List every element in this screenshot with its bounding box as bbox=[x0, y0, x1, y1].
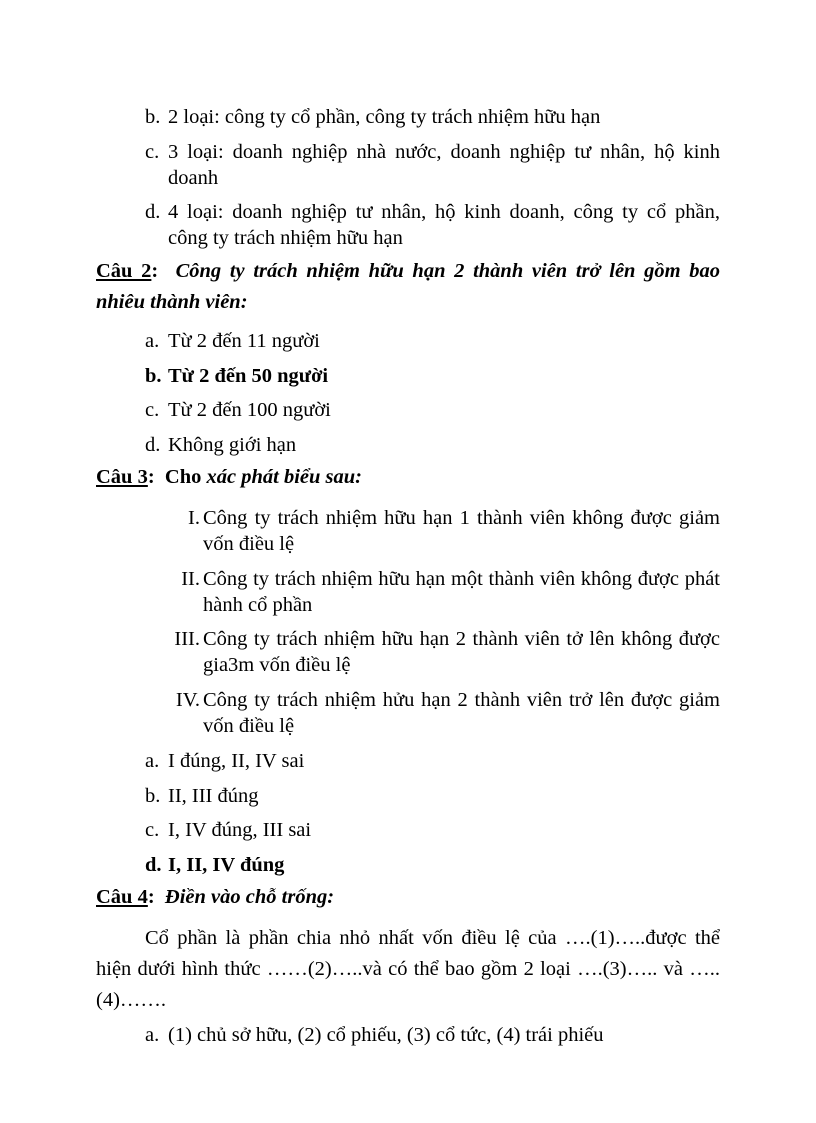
q2-option-d bbox=[145, 432, 720, 458]
option-marker: a. bbox=[145, 330, 160, 352]
question-prompt: Điền vào chỗ trống: bbox=[164, 886, 335, 908]
option-text: Từ 2 đến 100 người bbox=[168, 399, 331, 421]
q4-option-a bbox=[145, 1022, 720, 1048]
statement-text: Công ty trách nhiệm hữu hạn 1 thành viên không được giảm vốn điều lệ bbox=[203, 507, 720, 555]
question-3-heading bbox=[96, 462, 720, 493]
option-marker: d. bbox=[145, 434, 161, 456]
statement-marker: IV. bbox=[175, 689, 200, 711]
question-prompt-plain: Cho bbox=[164, 466, 207, 488]
option-text: I, IV đúng, III sai bbox=[168, 819, 312, 841]
q3-option-b bbox=[145, 783, 720, 809]
option-marker: d. bbox=[145, 854, 162, 876]
option-marker: c. bbox=[145, 399, 160, 421]
option-marker: c. bbox=[145, 819, 160, 841]
question-label: Câu 2 bbox=[96, 260, 152, 282]
q2-option-b-answer bbox=[145, 363, 720, 389]
option-marker: b. bbox=[145, 106, 161, 128]
option-marker: d. bbox=[145, 201, 161, 223]
label-separator: : bbox=[151, 260, 159, 282]
option-text: II, III đúng bbox=[168, 785, 259, 807]
statement-marker: II. bbox=[181, 568, 200, 590]
question-prompt: Công ty trách nhiệm hữu hạn 2 thành viên trở lên gồm bao nhiêu thành viên: bbox=[96, 260, 720, 313]
q2-option-a bbox=[145, 328, 720, 354]
q3-statement-2 bbox=[160, 566, 720, 618]
q1-option-c bbox=[145, 139, 720, 191]
option-text: Từ 2 đến 11 người bbox=[168, 330, 320, 352]
option-text: 4 loại: doanh nghiệp tư nhân, hộ kinh doanh, công ty cổ phần, công ty trách nhiệm hữu hạn bbox=[168, 201, 720, 249]
option-marker: a. bbox=[145, 750, 160, 772]
label-separator: : bbox=[147, 466, 155, 488]
q3-option-c bbox=[145, 817, 720, 843]
option-marker: b. bbox=[145, 785, 161, 807]
option-marker: c. bbox=[145, 141, 160, 163]
option-text: (1) chủ sở hữu, (2) cổ phiếu, (3) cổ tức, (4) trái phiếu bbox=[168, 1024, 604, 1046]
question-2-heading bbox=[96, 256, 720, 318]
statement-marker: I. bbox=[188, 507, 200, 529]
option-text: 2 loại: công ty cổ phần, công ty trách nhiệm hữu hạn bbox=[168, 106, 601, 128]
q1-option-d bbox=[145, 199, 720, 251]
question-prompt: xác phát biểu sau: bbox=[206, 466, 362, 488]
statement-text: Công ty trách nhiệm hửu hạn 2 thành viên trở lên được giảm vốn điều lệ bbox=[203, 689, 720, 737]
question-label: Câu 4 bbox=[96, 886, 148, 908]
q3-option-d-answer bbox=[145, 852, 720, 878]
q3-statement-3 bbox=[160, 626, 720, 678]
option-marker: a. bbox=[145, 1024, 160, 1046]
question-label: Câu 3 bbox=[96, 466, 148, 488]
option-text: Từ 2 đến 50 người bbox=[168, 365, 329, 387]
q3-statement-4 bbox=[160, 687, 720, 739]
statement-marker: III. bbox=[174, 628, 200, 650]
option-marker: b. bbox=[145, 365, 162, 387]
option-text: Không giới hạn bbox=[168, 434, 297, 456]
question-4-heading bbox=[96, 882, 720, 913]
option-text: I đúng, II, IV sai bbox=[168, 750, 305, 772]
option-text: I, II, IV đúng bbox=[168, 854, 285, 876]
statement-text: Công ty trách nhiệm hữu hạn 2 thành viên tở lên không được gia3m vốn điều lệ bbox=[203, 628, 720, 676]
fill-in-paragraph: Cổ phần là phần chia nhỏ nhất vốn điều lệ của ….(1)…..được thể hiện dưới hình thức ……(2)…..và có thể bao gồm 2 loại ….(3)….. và …..(4)……. bbox=[96, 927, 720, 1011]
option-text: 3 loại: doanh nghiệp nhà nước, doanh nghiệp tư nhân, hộ kinh doanh bbox=[168, 141, 720, 189]
q1-option-b bbox=[145, 104, 720, 130]
q3-option-a bbox=[145, 748, 720, 774]
q3-statement-1 bbox=[160, 505, 720, 557]
statement-text: Công ty trách nhiệm hữu hạn một thành viên không được phát hành cổ phần bbox=[203, 568, 720, 616]
q2-option-c bbox=[145, 397, 720, 423]
label-separator: : bbox=[147, 886, 155, 908]
